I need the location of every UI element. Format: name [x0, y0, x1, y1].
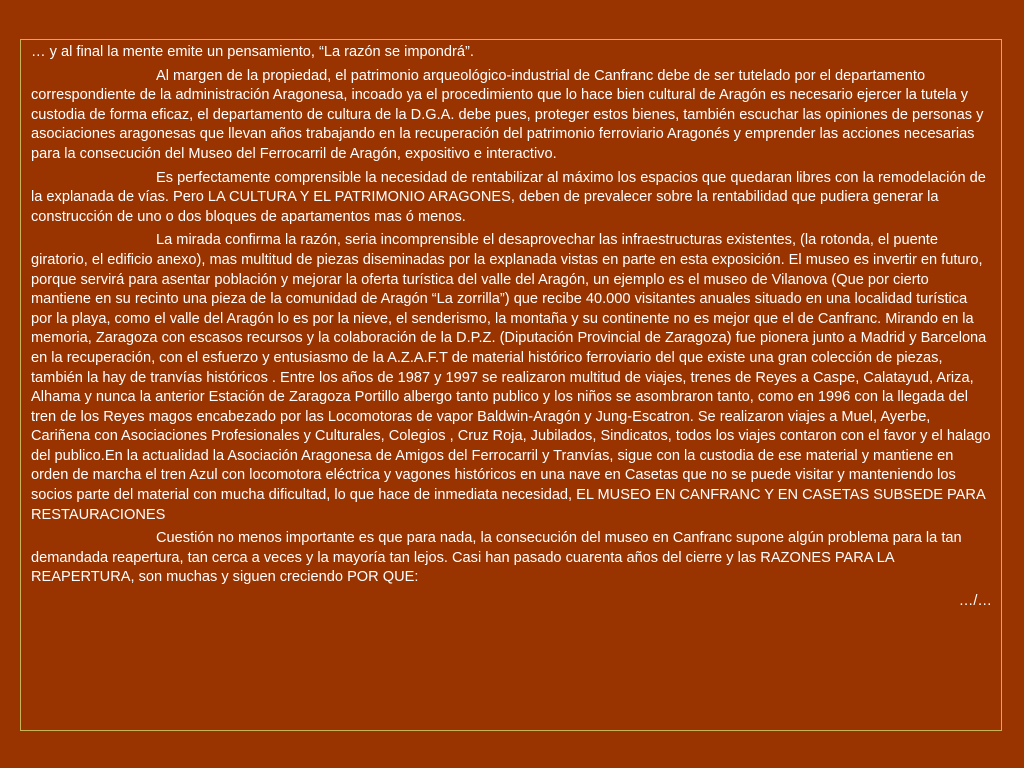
paragraph-patrimonio: Al margen de la propiedad, el patrimonio arqueológico-industrial de Canfranc debe de ser tutelado por el departamento correspondiente de la administración Aragonesa, incoado ya el procedimiento que lo hace bien cultural de Aragón es necesario ejercer la tutela y custodia de forma eficaz, el departamento de cultura de la D.G.A. debe pues, proteger estos bienes, también escuchar las opiniones de personas y asociaciones aragonesas que llevan años trabajando en la recuperación del patrimonio ferroviario Aragonés y emprender las acciones necesarias para la consecución del Museo del Ferrocarril de Aragón, expositivo e interactivo. [31, 67, 984, 162]
paragraph-museo: La mirada confirma la razón, seria incomprensible el desaprovechar las infraestructuras existentes, (la rotonda, el puente giratorio, el edificio anexo), mas multitud de piezas diseminadas por la explanada vistas en parte en esta exposición. El museo es invertir en futuro, porque servirá para asentar población y mejorar la oferta turística del valle del Aragón, un ejemplo es el museo de Vilanova (Que por cierto mantiene en su recinto una pieza de la comunidad de Aragón “La zorrilla”) que recibe 40.000 visitantes anuales situado en una localidad turística por la playa, como el valle del Aragón lo es por la nieve, el senderismo, la montaña y su continente no es mejor que el de Canfranc. Mirando en la memoria, Zaragoza con escasos recursos y la colaboración de la D.P.Z. (Diputación Provincial de Zaragoza) fue pionera junto a Madrid y Barcelona en la recuperación, con el esfuerzo y entusiasmo de la A.Z.A.F.T de material histórico ferroviario del que existe una gran colección de piezas, también la hay de tranvías históricos . Entre los años de 1987 y 1997 se realizaron multitud de viajes, trenes de Reyes a Caspe, Calatayud, Ariza, Alhama y nunca la anterior Estación de Zaragoza Portillo albergo tanto publico y los niños se asombraron tanto, como en 1996 con la llegada del tren de los Reyes magos encabezado por las Locomotoras de vapor Baldwin-Aragón y Jung-Escatron. Se realizaron viajes a Muel, Ayerbe, Cariñena con Asociaciones Profesionales y Culturales, Colegios , Cruz Roja, Jubilados, Sindicatos, todos los viajes contaron con el favor y el halago del publico.En la actualidad la Asociación Aragonesa de Amigos del Ferrocarril y Tranvías, sigue con la custodia de ese material y mantiene en orden de marcha el tren Azul con locomotora eléctrica y vagones históricos en una nave en Casetas que no se puede visitar y manteniendo los socios parte del material con mucha dificultad, lo que hace de inmediata necesidad, EL MUSEO EN CANFRANC Y EN CASETAS SUBSEDE PARA RESTAURACIONES [31, 232, 991, 523]
paragraph-reapertura: Cuestión no menos importante es que para nada, la consecución del museo en Canfranc supone algún problema para la tan demandada reapertura, tan cerca a veces y la mayoría tan lejos. Casi han pasado cuarenta años del cierre y las RAZONES PARA LA REAPERTURA, son muchas y siguen creciendo POR QUE: [31, 530, 962, 586]
paragraph-rentabilidad: Es perfectamente comprensible la necesidad de rentabilizar al máximo los espacios que quedaran libres con la remodelación de la explanada de vías. Pero LA CULTURA Y EL PATRIMONIO ARAGONES, deben de prevalecer sobre la rentabilidad que pudiera generar la construcción de uno o dos bloques de apartamentos mas ó menos. [31, 169, 986, 225]
intro-line: … y al final la mente emite un pensamiento, “La razón se impondrá”. [31, 44, 474, 60]
continuation-mark: …/… [958, 593, 992, 610]
text-frame [20, 39, 1002, 731]
